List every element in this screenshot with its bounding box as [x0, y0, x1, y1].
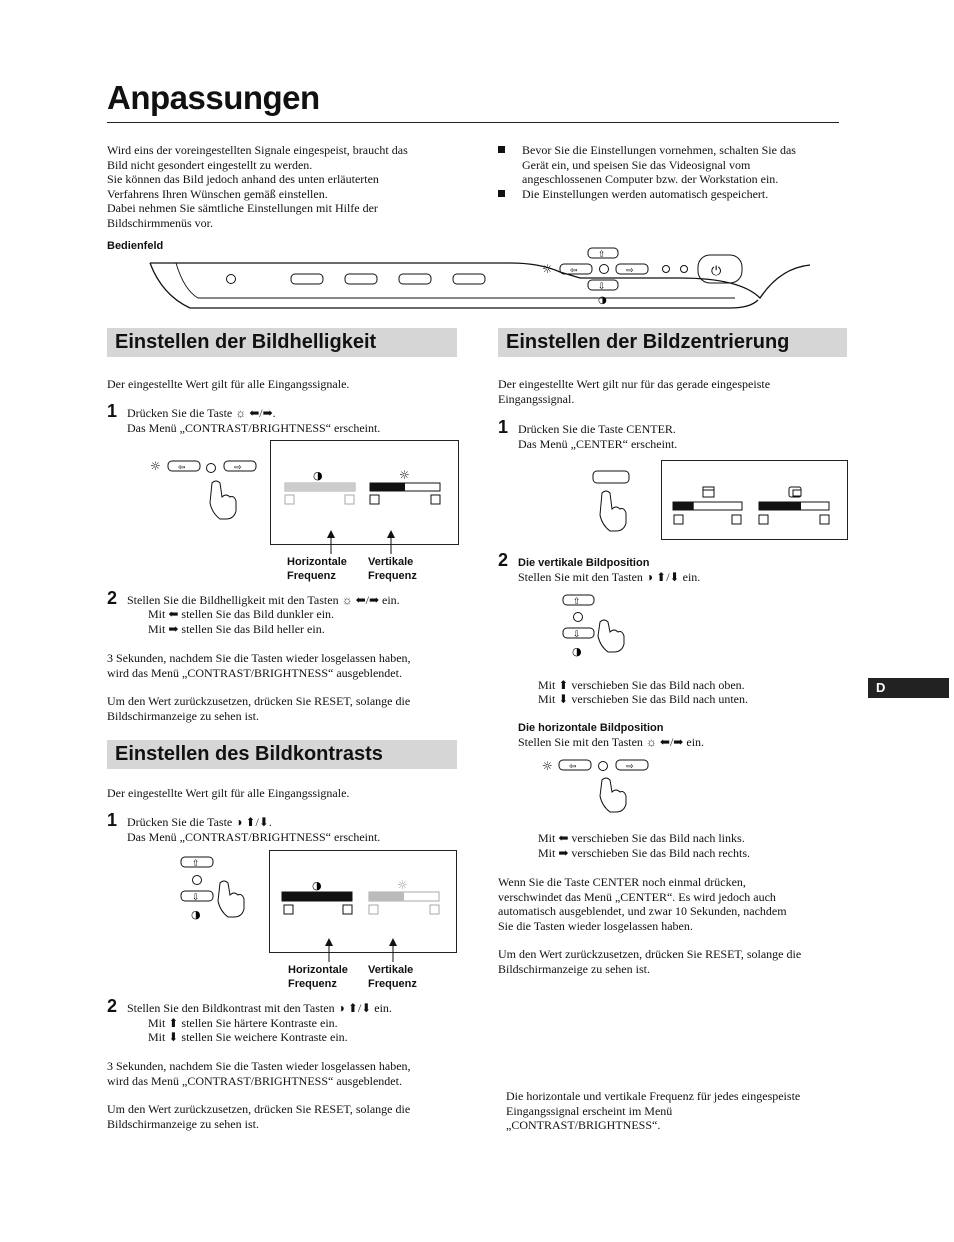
svg-text:⇦: ⇦	[569, 762, 577, 772]
svg-text:◑: ◑	[313, 469, 323, 482]
vertical-buttons-illustration	[560, 592, 640, 662]
brightness-step2-darker: Mit ⬅ stellen Sie das Bild dunkler ein.	[148, 607, 335, 621]
page-title: Anpassungen	[107, 79, 320, 116]
centering-vertical-text: Stellen Sie mit den Tasten ◑ ⬆/⬇ ein.	[518, 570, 701, 584]
svg-text:⇨: ⇨	[626, 762, 634, 772]
centering-note-close: Wenn Sie die Taste CENTER noch einmal drücken, verschwindet das Menü „CENTER“. Es wird jedoch auch automatisch ausgeblendet, und zwar 10 Sekunden, nachdem Sie die Tasten wieder losgelassen haben.	[498, 875, 787, 933]
bullet-square	[498, 190, 505, 197]
intro-text: Wird eins der voreingestellten Signale eingespeist, braucht das Bild nicht gesondert eingestellt zu werden. Sie können das Bild jedoch anhand des unten erläuterten Verfahrens Ihren Wünschen gemäß einstellen. Dabei nehmen Sie sämtliche Einstellungen mit Hilfe der Bildschirmmenüs vor.	[107, 143, 408, 230]
frequency-footnote: Die horizontale und vertikale Frequenz für jedes eingespeiste Eingangssignal erscheint im Menü „CONTRAST/BRIGHTNESS“.	[506, 1089, 801, 1132]
centering-horizontal-text: Stellen Sie mit den Tasten ☼ ⬅/➡ ein.	[518, 735, 705, 749]
contrast-note-reset: Um den Wert zurückzusetzen, drücken Sie RESET, solange die Bildschirmanzeige zu sehen ist.	[107, 1102, 411, 1131]
contrast-intro: Der eingestellte Wert gilt für alle Eingangssignale.	[107, 786, 350, 800]
brightness-heading: Einstellen der Bildhelligkeit	[107, 328, 457, 357]
svg-text:◑: ◑	[191, 908, 201, 921]
centering-step1-number: 1	[498, 417, 509, 437]
contrast-step2-text: Stellen Sie den Bildkontrast mit den Tasten ◑ ⬆/⬇ ein.	[127, 1001, 392, 1015]
svg-text:☼: ☼	[150, 459, 161, 473]
svg-text:⏻: ⏻	[711, 264, 722, 279]
svg-text:◑: ◑	[572, 645, 582, 658]
contrast-heading: Einstellen des Bildkontrasts	[107, 740, 457, 769]
svg-text:⇧: ⇧	[573, 597, 581, 607]
contrast-note-timeout: 3 Sekunden, nachdem Sie die Tasten wieder losgelassen haben, wird das Menü „CONTRAST/BRIGHTNESS“ ausgeblendet.	[107, 1059, 411, 1088]
centering-horizontal-right: Mit ➡ verschieben Sie das Bild nach rechts.	[538, 846, 751, 860]
svg-text:⇦: ⇦	[570, 266, 578, 276]
svg-text:⇦: ⇦	[178, 463, 186, 473]
contrast-caption-horizontal: Horizontale Frequenz	[288, 964, 348, 990]
centering-note-reset: Um den Wert zurückzusetzen, drücken Sie RESET, solange die Bildschirmanzeige zu sehen ist.	[498, 947, 802, 976]
svg-text:☼: ☼	[542, 759, 553, 773]
centering-vertical-up: Mit ⬆ verschieben Sie das Bild nach oben.	[538, 678, 745, 692]
brightness-step2-text: Stellen Sie die Bildhelligkeit mit den Tasten ☼ ⬅/➡ ein.	[127, 593, 400, 607]
centering-step1-text: Drücken Sie die Taste CENTER. Das Menü „CENTER“ erscheint.	[518, 422, 678, 451]
contrast-step1-number: 1	[107, 810, 118, 830]
contrast-step2-softer: Mit ⬇ stellen Sie weichere Kontraste ein.	[148, 1030, 348, 1044]
brightness-note-timeout: 3 Sekunden, nachdem Sie die Tasten wieder losgelassen haben, wird das Menü „CONTRAST/BRIGHTNESS“ ausgeblendet.	[107, 651, 411, 680]
brightness-intro: Der eingestellte Wert gilt für alle Eingangssignale.	[107, 377, 350, 391]
center-menu-graphic	[662, 461, 847, 539]
brightness-menu-graphic	[271, 441, 458, 544]
language-tab: D	[868, 678, 949, 698]
svg-text:⇩: ⇩	[573, 630, 581, 640]
brightness-step1-text: Drücken Sie die Taste ☼ ⬅/➡. Das Menü „CONTRAST/BRIGHTNESS“ erscheint.	[127, 406, 381, 435]
brightness-step2-number: 2	[107, 588, 118, 608]
brightness-note-reset: Um den Wert zurückzusetzen, drücken Sie RESET, solange die Bildschirmanzeige zu sehen ist.	[107, 694, 411, 723]
svg-text:◑: ◑	[312, 879, 322, 892]
bullet-square	[498, 146, 505, 153]
contrast-buttons-illustration	[180, 855, 260, 925]
panel-label: Bedienfeld	[107, 240, 164, 252]
centering-intro: Der eingestellte Wert gilt nur für das gerade eingespeiste Eingangssignal.	[498, 377, 771, 406]
svg-text:⇨: ⇨	[626, 266, 634, 276]
brightness-caption-vertical: Vertikale Frequenz	[368, 556, 417, 582]
svg-text:⇩: ⇩	[598, 282, 606, 292]
brightness-buttons-illustration	[150, 455, 270, 525]
bullet-text: Bevor Sie die Einstellungen vornehmen, schalten Sie das Gerät ein, und speisen Sie das Videosignal vom angeschlossenen Computer bzw. der Workstation ein.	[522, 143, 796, 186]
contrast-step2-harder: Mit ⬆ stellen Sie härtere Kontraste ein.	[148, 1016, 338, 1030]
contrast-caption-vertical: Vertikale Frequenz	[368, 964, 417, 990]
svg-text:☼: ☼	[542, 262, 553, 276]
horizontal-buttons-illustration	[542, 756, 662, 821]
svg-text:⇨: ⇨	[234, 463, 242, 473]
title-rule	[107, 122, 839, 123]
center-button-illustration	[590, 465, 640, 540]
centering-horizontal-left: Mit ⬅ verschieben Sie das Bild nach links.	[538, 831, 745, 845]
control-panel-illustration	[140, 240, 820, 320]
bullet-text: Die Einstellungen werden automatisch gespeichert.	[522, 187, 769, 201]
centering-heading: Einstellen der Bildzentrierung	[498, 328, 847, 357]
svg-text:◑: ◑	[598, 295, 607, 306]
svg-text:☼: ☼	[397, 878, 408, 892]
brightness-step1-number: 1	[107, 401, 118, 421]
contrast-menu-graphic	[270, 851, 456, 952]
contrast-step1-text: Drücken Sie die Taste ◑ ⬆/⬇. Das Menü „CONTRAST/BRIGHTNESS“ erscheint.	[127, 815, 381, 844]
contrast-caption-arrows	[318, 938, 398, 963]
svg-text:☼: ☼	[399, 468, 410, 482]
center-osd-menu	[661, 460, 848, 540]
contrast-step2-number: 2	[107, 996, 118, 1016]
centering-step2-number: 2	[498, 550, 509, 570]
centering-vertical-heading: Die vertikale Bildposition	[518, 557, 650, 569]
svg-text:⇧: ⇧	[192, 859, 200, 869]
centering-horizontal-heading: Die horizontale Bildposition	[518, 722, 664, 734]
svg-text:⇩: ⇩	[192, 893, 200, 903]
brightness-caption-horizontal: Horizontale Frequenz	[287, 556, 347, 582]
svg-text:⇧: ⇧	[598, 250, 606, 260]
brightness-caption-arrows	[320, 530, 400, 555]
brightness-step2-brighter: Mit ➡ stellen Sie das Bild heller ein.	[148, 622, 325, 636]
centering-vertical-down: Mit ⬇ verschieben Sie das Bild nach unten.	[538, 692, 749, 706]
